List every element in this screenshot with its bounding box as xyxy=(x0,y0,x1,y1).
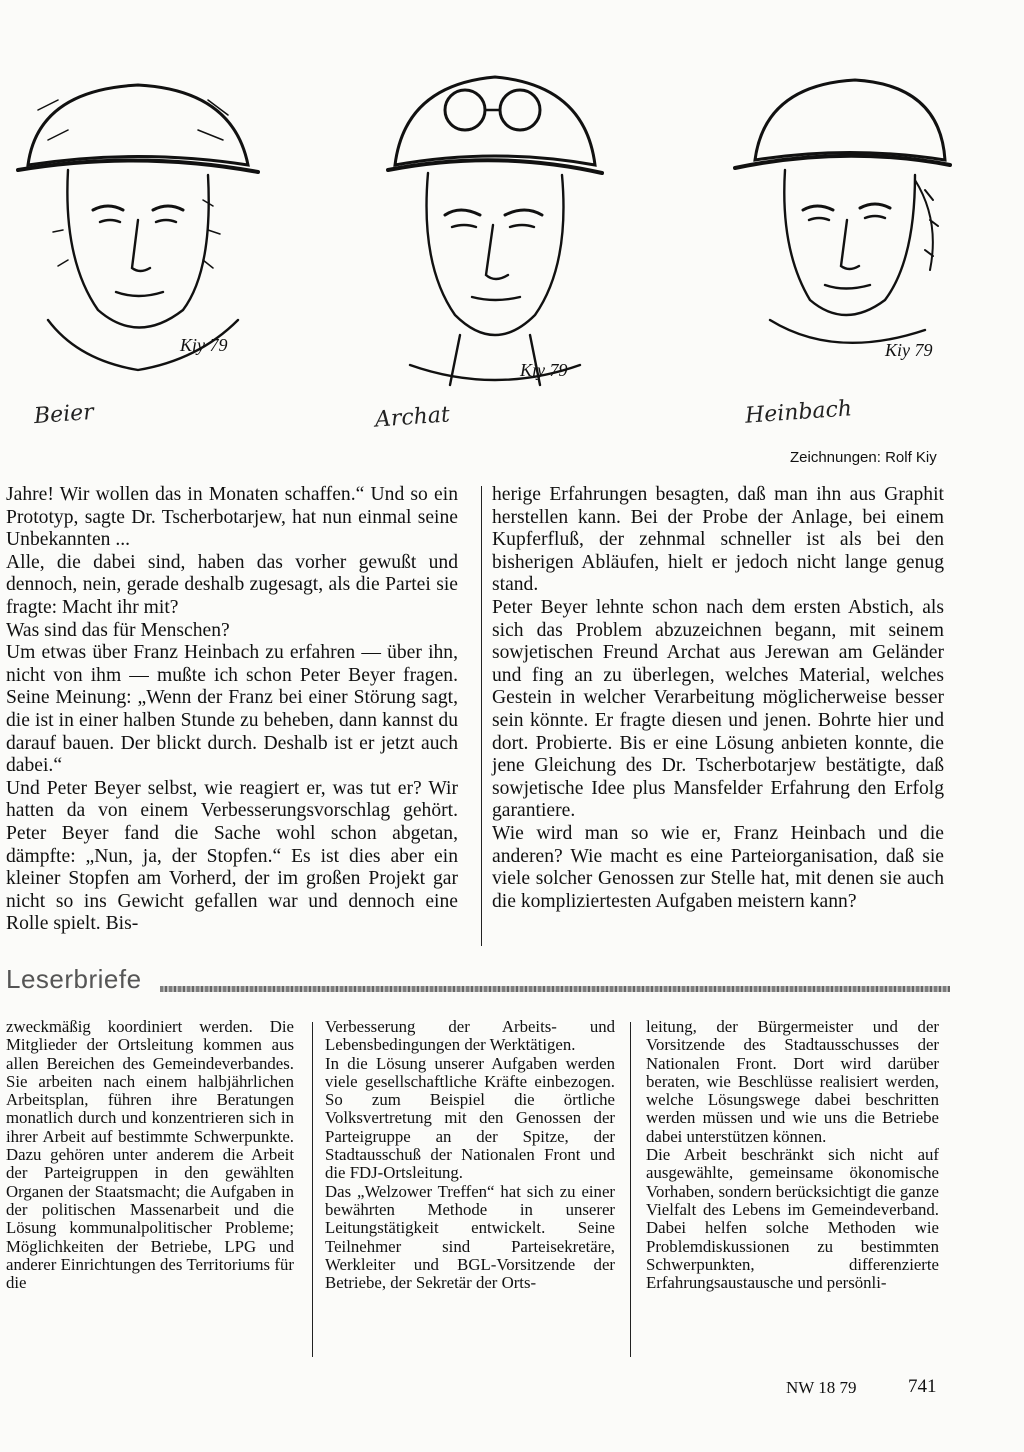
portrait-beyer xyxy=(8,70,268,380)
letters-column-2 xyxy=(325,1018,615,1292)
column-divider xyxy=(312,1022,313,1357)
article-paragraph: Was sind das für Menschen? xyxy=(6,619,230,641)
portrait-archat xyxy=(380,65,610,395)
article-column-2 xyxy=(492,484,944,913)
portrait-beyer-drawing xyxy=(8,70,268,380)
artist-mark-3: Kiy 79 xyxy=(885,340,933,360)
column-divider xyxy=(630,1022,631,1357)
column-divider xyxy=(481,486,482,946)
portrait-heinbach xyxy=(725,70,955,370)
letters-paragraph: Das „Welzower Treffen“ hat sich zu einer bewährten Methode in unserer Leitungstätigkeit entwickelt. Seine Teilnehmer sind Parteisekretäre, Werkleiter und BGL-Vorsitzende der Betriebe, der Sekretär der Orts- xyxy=(325,1181,615,1293)
portrait-archat-drawing xyxy=(380,65,610,395)
article-paragraph: Alle, die dabei sind, haben das vorher gewußt und dennoch, nein, gerade deshalb zugesagt, als die Partei sie fragte: Macht ihr mit? xyxy=(6,551,458,618)
page-number: 741 xyxy=(908,1376,937,1397)
letters-paragraph: Die Arbeit beschränkt sich nicht auf ausgewählte, gemeinsame ökonomische Vorhaben, sondern berücksichtigt die ganze Vielfalt des Lebens im Gemeindeverband. Dabei helfen solche Methoden wie Problemdiskussionen zu bestimmten Schwerpunkten, differenzierte Erfahrungsaustausche und persönli- xyxy=(646,1145,939,1293)
article-paragraph: Wie wird man so wie er, Franz Heinbach und die anderen? Wie macht es eine Parteiorganisation, daß sie viele solcher Genossen zur Stelle hat, mit denen sie auch die kompliziertesten Aufgaben meistern kann? xyxy=(492,822,944,912)
letters-column-1 xyxy=(6,1018,294,1292)
article-paragraph: Jahre! Wir wollen das in Monaten schaffen.“ Und so ein Prototyp, sagte Dr. Tscherbotarjew, hat nun einmal seine Unbekannten ... xyxy=(6,484,458,551)
article-paragraph: Und Peter Beyer selbst, wie reagiert er, was tut er? Wir hatten da von einem Verbesserungsvorschlag gehört. Peter Beyer fand die Sache wohl schon abgetan, dämpfte: „Nun, ja, der Stopfen.“ Es ist dies aber ein kleiner Stopfen am Vorherd, der im großen Projekt gar nicht so ins Gewicht gefallen war und dennoch eine Rolle spielt. Bis- xyxy=(6,777,458,935)
section-title: Leserbriefe xyxy=(6,964,142,994)
letters-paragraph: zweckmäßig koordiniert werden. Die Mitglieder der Ortsleitung kommen aus allen Bereichen des Gemeindeverbandes. Sie arbeiten nach einem halbjährlichen Arbeitsplan, führen ihre Beratungen monatlich durch und konzentrieren sich in ihrer Arbeit auf bestimmte Schwerpunkte. Dazu gehören unter anderem die Arbeit der Parteigruppen in den gewählten Organen der Staatsmacht; die Aufgaben in der politischen Massenarbeit und die Lösung kommunalpolitischer Probleme; Möglichkeiten der Betriebe, LPG und anderer Einrichtungen des Territoriums für die xyxy=(6,1017,294,1293)
section-rule xyxy=(160,986,950,992)
article-column-1 xyxy=(6,484,458,936)
article-paragraph: herige Erfahrungen besagten, daß man ihn aus Graphit herstellen kann. Bei der Probe der Anlage, bei einem Kupferfluß, der zehnmal schneller ist als bei den bisherigen Abläufen, hielt er jedoch nicht lange genug stand. xyxy=(492,484,944,596)
letters-paragraph: Verbesserung der Arbeits- und Lebensbedingungen der Werktätigen. xyxy=(325,1017,615,1055)
signature-beier: Beier xyxy=(33,399,95,430)
letters-paragraph: In die Lösung unserer Aufgaben werden viele gesellschaftliche Kräfte einbezogen. So zum Beispiel die örtliche Volksvertretung mit den Genossen der Parteigruppe an der Spitze, der Stadtausschuß der Nationalen Front und die FDJ-Ortsleitung. xyxy=(325,1053,615,1183)
illustration-credit: Zeichnungen: Rolf Kiy xyxy=(790,449,937,466)
letters-paragraph: leitung, der Bürgermeister und der Vorsitzende des Stadtausschusses der Nationalen Front. Dort wird darüber beraten, wie Beschlüsse realisiert werden, welche Lösungswege dabei beschritten werden müssen und wie uns die Betriebe dabei unterstützen können. xyxy=(646,1017,939,1146)
artist-mark-1: Kiy 79 xyxy=(180,335,228,355)
issue-label: NW 18 79 xyxy=(786,1378,857,1397)
article-paragraph: Um etwas über Franz Heinbach zu erfahren — über ihn, nicht von ihm — mußte ich schon Peter Beyer fragen. Seine Meinung: „Wenn der Franz bei einer Störung sagt, die ist in einer halben Stunde zu beheben, dann kannst du darauf bauen. Der blickt durch. Deshalb ist er jetzt auch dabei.“ xyxy=(6,642,458,777)
signature-archat: Archat xyxy=(374,402,451,433)
article-paragraph: Peter Beyer lehnte schon nach dem ersten Abstich, als sich das Problem abzuzeichnen begann, mit seinem sowjetischen Freund Archat aus Jerewan am Geländer und fing an zu überlegen, welches Material, welches Gestein in welcher Verarbeitung möglicherweise besser sein könnte. Er fragte diesen und jenen. Bohrte hier und dort. Probierte. Bis er eine Lösung anbieten konnte, die jene Gleichung des Dr. Tscherbotarjew bestätigte, daß sowjetische Idee plus Mansfelder Erfahrung den Erfolg garantiere. xyxy=(492,596,944,822)
artist-mark-2: Kiy 79 xyxy=(520,360,568,380)
letters-column-3 xyxy=(646,1018,939,1292)
portrait-heinbach-drawing xyxy=(725,70,955,370)
signature-heinbach: Heinbach xyxy=(744,396,853,429)
